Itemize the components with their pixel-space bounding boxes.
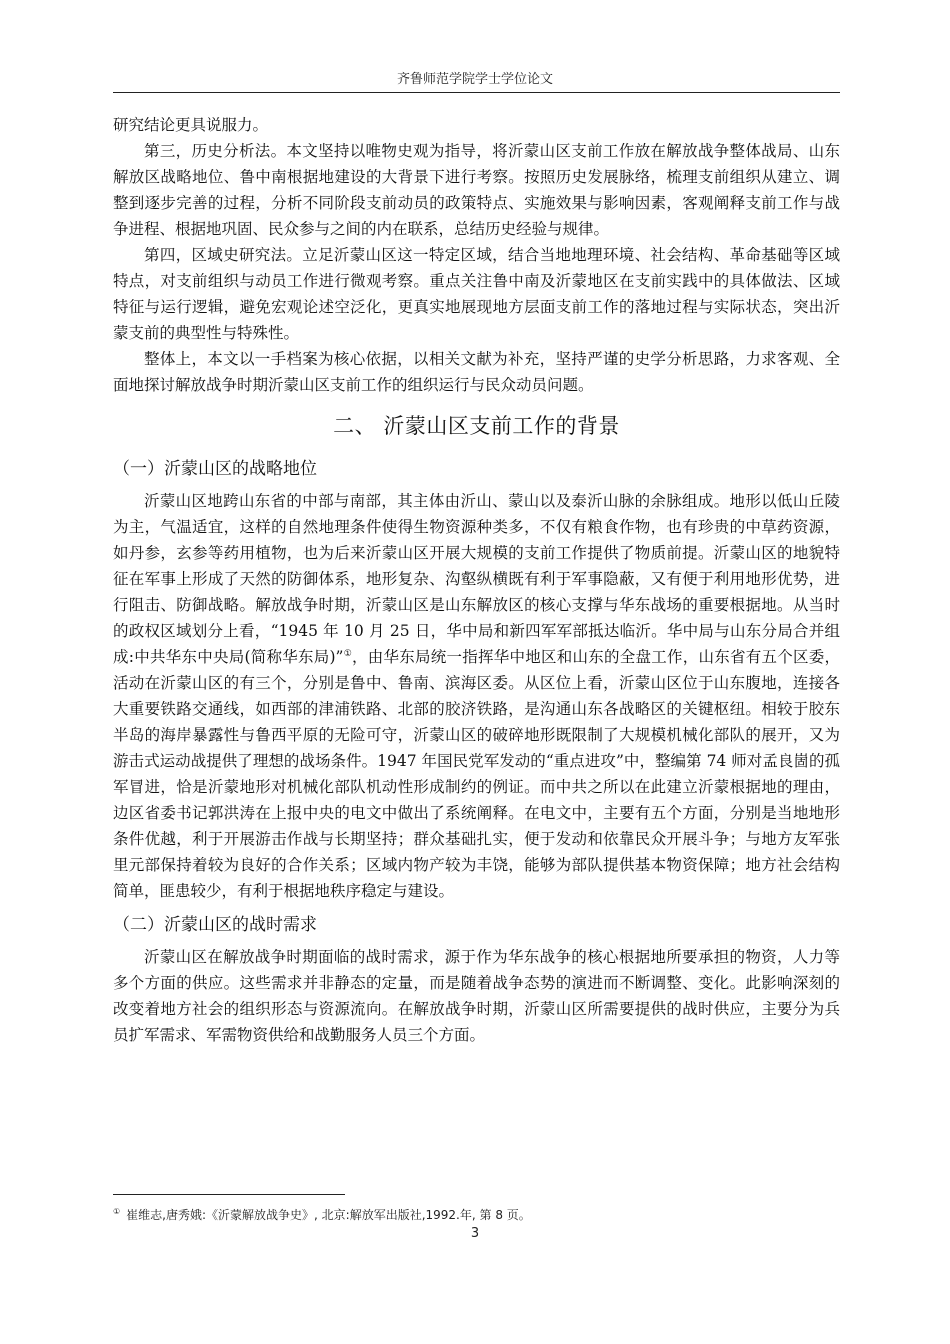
footnote-text: 崔维志,唐秀娥:《沂蒙解放战争史》, 北京:解放军出版社,1992.年, 第 8 页。 — [126, 1208, 531, 1222]
paragraph-method-4: 第四，区域史研究法。立足沂蒙山区这一特定区域，结合当地地理环境、社会结构、革命基础等区域特点，对支前组织与动员工作进行微观考察。重点关注鲁中南及沂蒙地区在支前实践中的具体做法、区域特征与运行逻辑，避免宏观论述空泛化，更真实地展现地方层面支前工作的落地过程与实际状态，突出沂蒙支前的典型性与特殊性。 — [113, 246, 840, 342]
page-body — [113, 112, 840, 1048]
paragraph-text-a: 沂蒙山区地跨山东省的中部与南部，其主体由沂山、蒙山以及泰沂山脉的余脉组成。地形以低山丘陵为主，气温适宜，这样的自然地理条件使得生物资源种类多，不仅有粮食作物，也有珍贵的中草药资源，如丹参，玄参等药用植物，也为后来沂蒙山区开展大规模的支前工作提供了物质前提。沂蒙山区的地貌特征在军事上形成了天然的防御体系，地形复杂、沟壑纵横既有利于军事隐蔽，又有便于利用地形优势，进行阻击、防御战略。解放战争时期，沂蒙山区是山东解放区的核心支撑与华东战场的重要根据地。从当时的政权区域划分上看，“1945 年 10 月 25 日，华中局和新四军军部抵达临沂。华中局与山东分局合并组成:中共华东中央局(简称华东局)” — [113, 492, 840, 666]
page-number: 3 — [470, 1226, 480, 1241]
paragraph-continued: 研究结论更具说服力。 — [113, 116, 269, 134]
footnote-rule — [113, 1194, 345, 1195]
footnote — [113, 1206, 840, 1223]
paragraph-text-b: ，由华东局统一指挥华中地区和山东的全盘工作，山东省有五个区委，活动在沂蒙山区的有三个，分别是鲁中、鲁南、滨海区委。从区位上看，沂蒙山区位于山东腹地，连接各大重要铁路交通线，如西部的津浦铁路、北部的胶济铁路，是沟通山东各战略区的关键枢纽。相较于胶东半岛的海岸暴露性与鲁西平原的无险可守，沂蒙山区的破碎地形既限制了大规模机械化部队的展开，又为游击式运动战提供了理想的战场条件。1947 年国民党军发动的“重点进攻”中，整编第 74 师对孟良崮的孤军冒进，恰是沂蒙地形对机械化部队机动性形成制约的例证。而中共之所以在此建立沂蒙根据地的理由，边区省委书记郭洪涛在上报中央的电文中做出了系统阐释。在电文中，主要有五个方面，分别是当地地形条件优越，利于开展游击作战与长期坚持；群众基础扎实，便于发动和依靠民众开展斗争；与地方友军张里元部保持着较为良好的合作关系；区域内物产较为丰饶，能够为部队提供基本物资保障；地方社会结构简单，匪患较少，有利于根据地秩序稳定与建设。 — [113, 648, 840, 900]
paragraph-strategic-position — [113, 488, 840, 904]
paragraph-wartime-demand: 沂蒙山区在解放战争时期面临的战时需求，源于作为华东战争的核心根据地所要承担的物资，人力等多个方面的供应。这些需求并非静态的定量，而是随着战争态势的演进而不断调整、变化。此影响深刻的改变着地方社会的组织形态与资源流向。在解放战争时期，沂蒙山区所需要提供的战时供应，主要分为兵员扩军需求、军需物资供给和战勤服务人员三个方面。 — [113, 948, 840, 1044]
paragraph-summary: 整体上，本文以一手档案为核心依据，以相关文献为补充，坚持严谨的史学分析思路，力求客观、全面地探讨解放战争时期沂蒙山区支前工作的组织运行与民众动员问题。 — [113, 350, 840, 394]
section-title-strategic-position: （一）沂蒙山区的战略地位 — [113, 459, 317, 479]
running-header: 齐鲁师范学院学士学位论文 — [396, 72, 553, 87]
footnote-mark: ① — [113, 1207, 121, 1216]
footnote-reference[interactable]: ① — [343, 648, 353, 659]
header-rule — [113, 92, 840, 93]
section-title-wartime-demand: （二）沂蒙山区的战时需求 — [113, 915, 317, 935]
chapter-title: 二、 沂蒙山区支前工作的背景 — [333, 414, 620, 438]
paragraph-method-3: 第三，历史分析法。本文坚持以唯物史观为指导，将沂蒙山区支前工作放在解放战争整体战局、山东解放区战略地位、鲁中南根据地建设的大背景下进行考察。按照历史发展脉络，梳理支前组织从建立、调整到逐步完善的过程，分析不同阶段支前动员的政策特点、实施效果与影响因素，客观阐释支前工作与战争进程、根据地巩固、民众参与之间的内在联系，总结历史经验与规律。 — [113, 142, 840, 238]
